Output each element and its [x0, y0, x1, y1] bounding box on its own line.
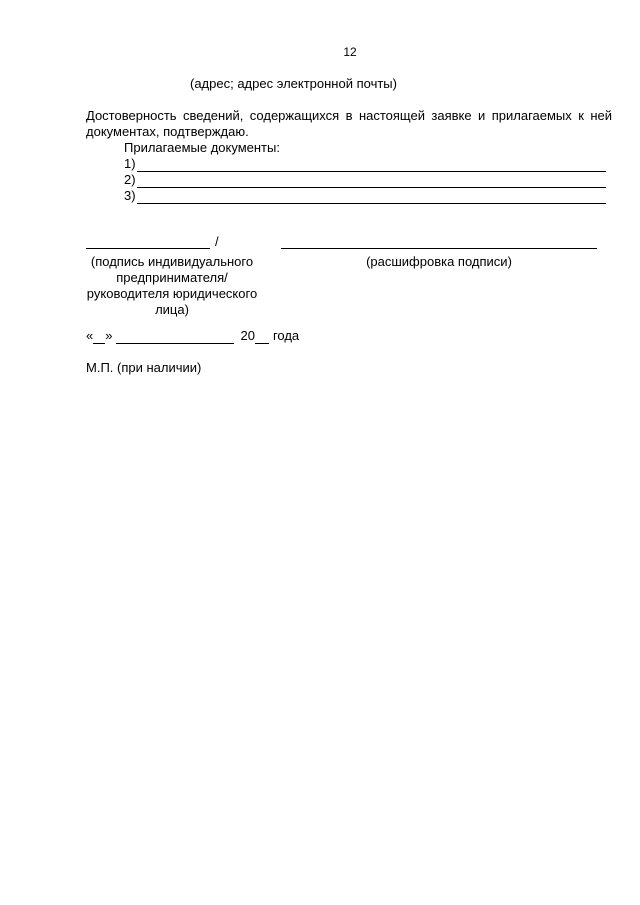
address-caption: (адрес; адрес электронной почты) [190, 76, 397, 91]
signature-decoding-caption: (расшифровка подписи) [366, 254, 512, 269]
signature-line[interactable] [86, 248, 210, 249]
attachment-number: 2) [124, 172, 136, 187]
attachment-number: 3) [124, 188, 136, 203]
year-blank[interactable] [255, 330, 269, 344]
confirmation-statement: Достоверность сведений, содержащихся в настоящей заявке и прилагаемых к ней документах, подтверждаю. [86, 108, 612, 139]
date-century: 20 [240, 328, 255, 343]
signature-decoding-line[interactable] [281, 248, 597, 249]
date-row [86, 328, 299, 344]
attachment-line-2[interactable] [124, 172, 606, 188]
signature-caption: (подпись индивидуального предпринимателя/руководителя юридического лица) [86, 254, 258, 317]
signature-separator: / [215, 234, 219, 249]
seal-caption: М.П. (при наличии) [86, 360, 202, 375]
date-suffix: года [272, 328, 300, 343]
page-number: 12 [343, 45, 357, 59]
attachments-title: Прилагаемые документы: [124, 140, 280, 155]
attachment-line-1[interactable] [124, 156, 606, 172]
attachment-fill-line[interactable] [137, 174, 606, 188]
month-blank[interactable] [116, 330, 234, 344]
date-open-quote: « [86, 328, 94, 343]
attachment-fill-line[interactable] [137, 190, 606, 204]
day-blank[interactable] [93, 330, 105, 344]
attachment-line-3[interactable] [124, 188, 606, 204]
attachment-number: 1) [124, 156, 136, 171]
date-close-quote: » [105, 328, 113, 343]
attachment-fill-line[interactable] [137, 158, 606, 172]
